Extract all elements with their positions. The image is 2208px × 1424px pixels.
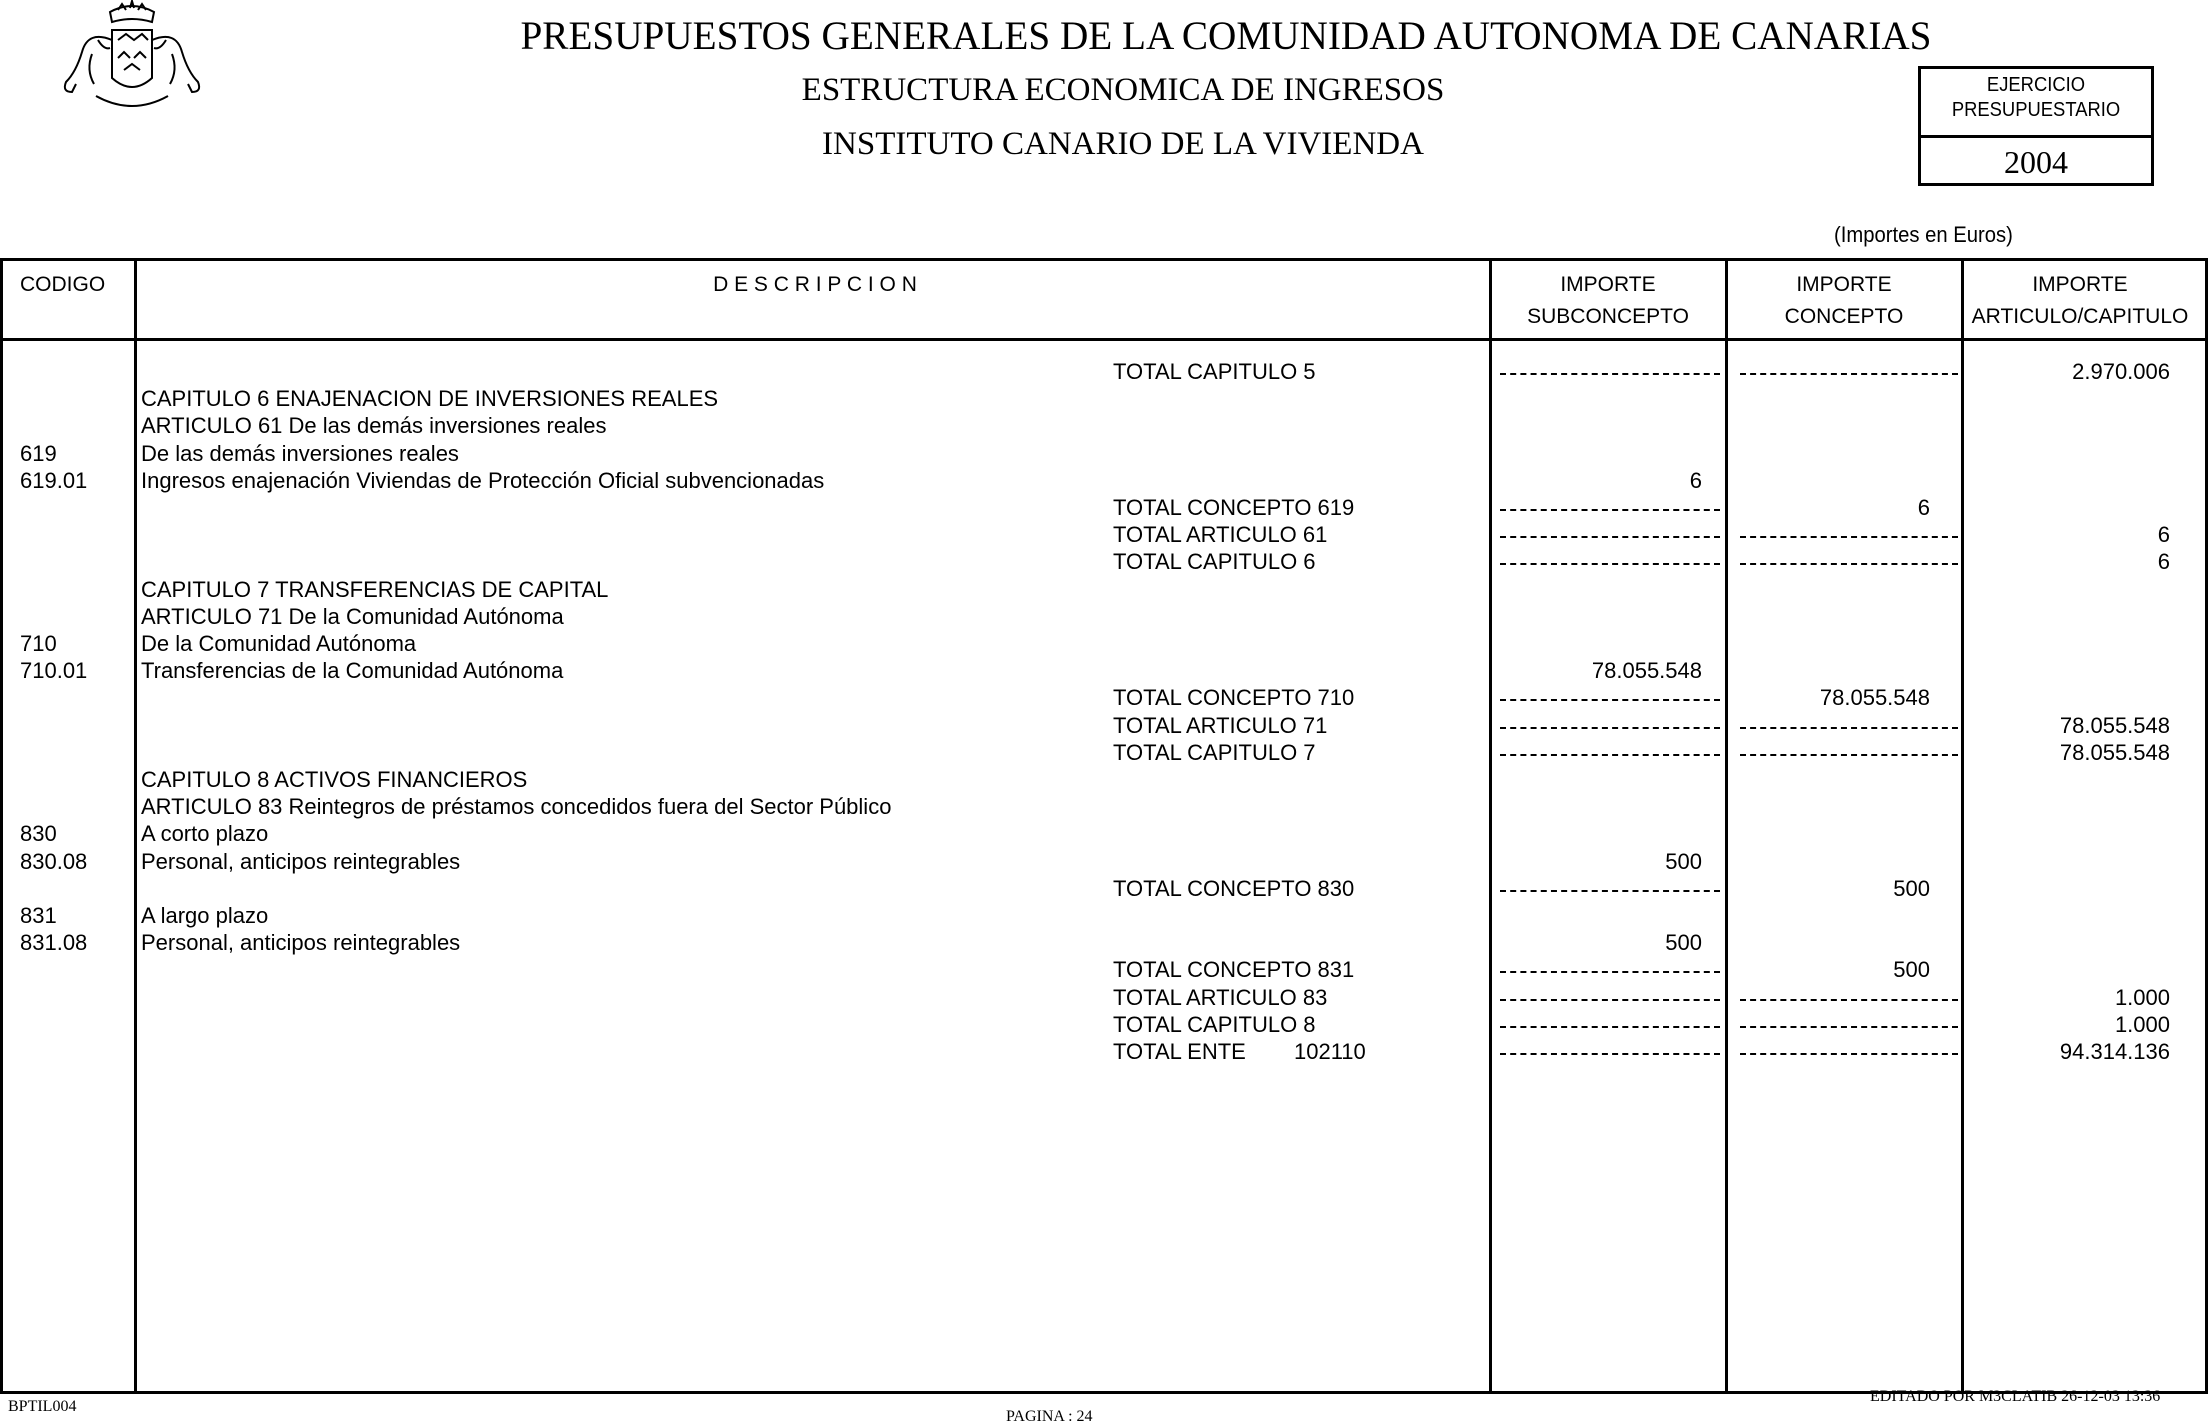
table-row: [0, 848, 2208, 875]
table-row: [0, 630, 2208, 657]
report-code: BPTIL004: [8, 1398, 77, 1415]
table-row: [0, 1038, 2208, 1065]
row-importe-subconcepto: 500: [1665, 848, 1702, 874]
ejercicio-divider: [1921, 135, 2151, 138]
row-total-label: TOTAL CONCEPTO 831: [1113, 957, 1355, 983]
table-row: [0, 657, 2208, 684]
dashed-rule-subconcepto: [1500, 699, 1720, 701]
row-importe-concepto: 500: [1893, 875, 1930, 901]
row-description: ARTICULO 71 De la Comunidad Autónoma: [141, 603, 564, 629]
ejercicio-year: 2004: [2004, 144, 2068, 180]
dashed-rule-subconcepto: [1500, 536, 1720, 538]
row-description: A largo plazo: [141, 903, 269, 928]
dashed-rule-subconcepto: [1500, 999, 1720, 1001]
table-row: [0, 412, 2208, 439]
row-importe-concepto: 500: [1893, 957, 1930, 983]
row-description: A corto plazo: [141, 821, 269, 847]
document-title: PRESUPUESTOS GENERALES DE LA COMUNIDAD AUTONOMA DE CANARIAS: [520, 13, 1932, 58]
table-row: [0, 984, 2208, 1011]
table-row: [0, 603, 2208, 630]
row-total-label: TOTAL CAPITULO 7: [1113, 739, 1316, 765]
row-total-label: TOTAL ARTICULO 83: [1113, 984, 1328, 1010]
row-code: 830: [20, 821, 57, 847]
row-importe-articulo-capitulo: 1.000: [2114, 984, 2170, 1010]
table-row: [0, 793, 2208, 820]
row-importe-subconcepto: 6: [1689, 467, 1702, 493]
header-subconcepto-line1: IMPORTE: [1560, 273, 1656, 296]
dashed-rule-concepto: [1740, 1053, 1958, 1055]
page-number: PAGINA : 24: [1006, 1408, 1093, 1424]
dashed-rule-concepto: [1740, 754, 1958, 756]
row-total-label: TOTAL CAPITULO 5: [1113, 359, 1316, 384]
row-description: CAPITULO 6 ENAJENACION DE INVERSIONES REALES: [141, 386, 719, 412]
row-total-label: TOTAL ENTE: [1113, 1039, 1246, 1064]
table-row: [0, 739, 2208, 766]
dashed-rule-concepto: [1740, 563, 1958, 565]
dashed-rule-subconcepto: [1500, 754, 1720, 756]
row-code: 831.08: [20, 930, 88, 956]
table-row: [0, 521, 2208, 548]
row-code: 619.01: [20, 467, 88, 493]
header-concepto-line1: IMPORTE: [1796, 273, 1892, 296]
edited-by: EDITADO POR M3CLATIB 26-12-03 13:36: [1870, 1388, 2161, 1405]
dashed-rule-subconcepto: [1500, 890, 1720, 892]
table-row: [0, 875, 2208, 902]
table-row: [0, 820, 2208, 847]
row-total-label: TOTAL ARTICULO 61: [1113, 522, 1328, 548]
row-code: 710: [20, 631, 57, 656]
row-total-label: TOTAL CONCEPTO 619: [1113, 495, 1355, 520]
row-importe-articulo-capitulo: 1.000: [2114, 1011, 2170, 1037]
row-importe-subconcepto: 500: [1665, 930, 1702, 956]
table-row: [0, 358, 2208, 385]
dashed-rule-subconcepto: [1500, 373, 1720, 375]
row-importe-articulo-capitulo: 94.314.136: [2059, 1039, 2170, 1064]
row-description: De las demás inversiones reales: [141, 440, 459, 466]
table-row: [0, 902, 2208, 929]
table-row: [0, 494, 2208, 521]
row-importe-articulo-capitulo: 6: [2157, 522, 2170, 548]
header-subconcepto-line2: SUBCONCEPTO: [1527, 305, 1689, 328]
table-row: [0, 467, 2208, 494]
row-importe-subconcepto: 78.055.548: [1591, 658, 1702, 684]
table-row: [0, 548, 2208, 575]
dashed-rule-concepto: [1740, 536, 1958, 538]
row-description: Personal, anticipos reintegrables: [141, 848, 461, 874]
row-total-label: TOTAL CONCEPTO 710: [1113, 685, 1355, 711]
header-articulo-line1: IMPORTE: [2032, 273, 2128, 296]
row-importe-articulo-capitulo: 2.970.006: [2072, 359, 2170, 384]
row-ente-code: 102110: [1294, 1039, 1366, 1064]
header-divider: [0, 338, 2208, 341]
header-codigo: CODIGO: [20, 273, 106, 296]
dashed-rule-subconcepto: [1500, 509, 1720, 511]
dashed-rule-subconcepto: [1500, 1026, 1720, 1028]
dashed-rule-concepto: [1740, 727, 1958, 729]
row-code: 830.08: [20, 848, 88, 874]
row-description: ARTICULO 83 Reintegros de préstamos concedidos fuera del Sector Público: [141, 794, 892, 820]
header-descripcion: D E S C R I P C I O N: [713, 273, 917, 296]
dashed-rule-subconcepto: [1500, 1053, 1720, 1055]
row-importe-concepto: 6: [1917, 495, 1930, 520]
row-total-label: TOTAL CAPITULO 8: [1113, 1011, 1316, 1037]
row-code: 831: [20, 903, 57, 928]
table-row: [0, 1011, 2208, 1038]
row-description: CAPITULO 7 TRANSFERENCIAS DE CAPITAL: [141, 576, 609, 602]
header-concepto-line2: CONCEPTO: [1784, 305, 1904, 328]
dashed-rule-subconcepto: [1500, 727, 1720, 729]
row-total-label: TOTAL CONCEPTO 830: [1113, 875, 1355, 901]
row-description: CAPITULO 8 ACTIVOS FINANCIEROS: [141, 767, 528, 792]
table-row: [0, 929, 2208, 956]
row-code: 710.01: [20, 658, 88, 684]
table-row: [0, 576, 2208, 603]
row-code: 619: [20, 440, 57, 466]
row-description: Transferencias de la Comunidad Autónoma: [141, 658, 564, 684]
dashed-rule-subconcepto: [1500, 563, 1720, 565]
row-importe-articulo-capitulo: 6: [2157, 549, 2170, 575]
ejercicio-label: EJERCICIO PRESUPUESTARIO: [1951, 74, 2121, 121]
row-importe-articulo-capitulo: 78.055.548: [2059, 739, 2170, 765]
row-description: ARTICULO 61 De las demás inversiones reales: [141, 413, 607, 439]
table-row: [0, 385, 2208, 412]
table-row: [0, 712, 2208, 739]
dashed-rule-concepto: [1740, 373, 1958, 375]
row-importe-articulo-capitulo: 78.055.548: [2059, 712, 2170, 738]
row-total-label: TOTAL CAPITULO 6: [1113, 549, 1316, 575]
row-importe-concepto: 78.055.548: [1819, 685, 1930, 711]
table-row: [0, 440, 2208, 467]
dashed-rule-concepto: [1740, 1026, 1958, 1028]
dashed-rule-concepto: [1740, 999, 1958, 1001]
header-articulo-line2: ARTICULO/CAPITULO: [1971, 305, 2189, 328]
ejercicio-box: [1918, 66, 2154, 186]
entity-name: INSTITUTO CANARIO DE LA VIVIENDA: [822, 126, 1424, 162]
units-note: (Importes en Euros): [1834, 222, 2013, 247]
table-row: [0, 684, 2208, 711]
table-row: [0, 956, 2208, 983]
row-description: Ingresos enajenación Viviendas de Protección Oficial subvencionadas: [141, 467, 825, 493]
row-total-label: TOTAL ARTICULO 71: [1113, 712, 1328, 738]
document-subtitle: ESTRUCTURA ECONOMICA DE INGRESOS: [801, 72, 1445, 108]
row-description: De la Comunidad Autónoma: [141, 631, 417, 656]
table-row: [0, 766, 2208, 793]
dashed-rule-subconcepto: [1500, 971, 1720, 973]
row-description: Personal, anticipos reintegrables: [141, 930, 461, 956]
